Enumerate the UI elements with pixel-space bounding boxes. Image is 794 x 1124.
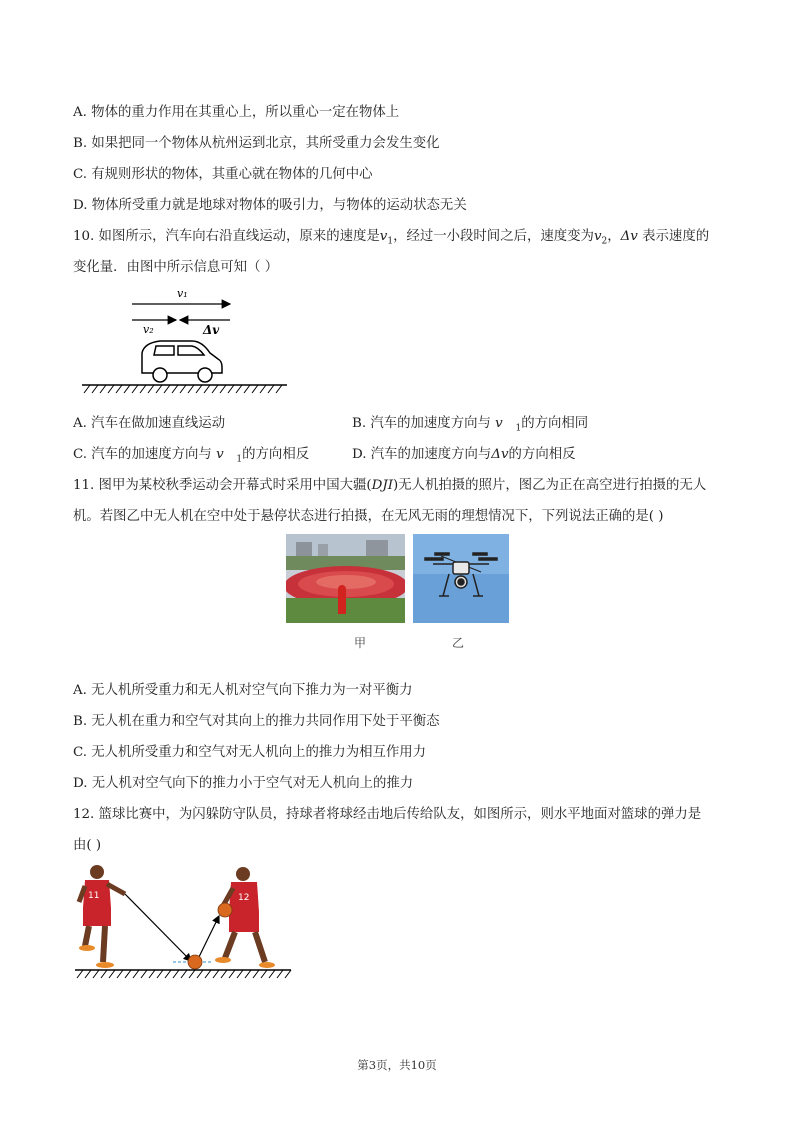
ground-hatch	[84, 385, 282, 393]
q10-option-d: D. 汽车的加速度方向与Δv的方向相反	[352, 447, 576, 462]
q11-option-d: D. 无人机对空气向下的推力小于空气对无人机向上的推力	[73, 776, 414, 791]
q10-option-b: B. 汽车的加速度方向与 v $_1$的方向相同	[352, 416, 589, 434]
q12-stem-line1: 12. 篮球比赛中，为闪躲防守队员，持球者将球经击地后传给队友，如图所示，则水平地面对篮球的弹力是	[73, 807, 702, 822]
q10-stem-line1: 10. 如图所示，汽车向右沿直线运动，原来的速度是$v_1$，经过一小段时间之后，速度变为$v_2$，Δv 表示速度的	[73, 229, 710, 247]
q12-basketball-figure	[73, 862, 295, 982]
v2-label: v₂	[143, 323, 154, 336]
q11-drone-photo	[413, 534, 509, 623]
ball-path-down	[125, 894, 191, 961]
q9-option-a: A. 物体的重力作用在其重心上，所以重心一定在物体上	[73, 105, 400, 120]
q11-caption-right: 乙	[452, 636, 465, 650]
svg-text:12: 12	[238, 893, 250, 903]
q11-stem-line2: 机。若图乙中无人机在空中处于悬停状态进行拍摄，在无风无雨的理想情况下，下列说法正确的是( )	[73, 509, 664, 524]
ball-path-up	[197, 916, 219, 961]
v1-label: v₁	[177, 287, 188, 300]
q11-stem-line1: 11. 图甲为某校秋季运动会开幕式时采用中国大疆(DJI)无人机拍摄的照片，图乙为正在高空进行拍摄的无人	[73, 478, 707, 493]
q11-option-b: B. 无人机在重力和空气对其向上的推力共同作用下处于平衡态	[73, 714, 440, 729]
q10-option-a: A. 汽车在做加速直线运动	[73, 416, 226, 431]
q11-caption-left: 甲	[354, 636, 367, 650]
basketball-icon	[188, 955, 202, 969]
q9-option-d: D. 物体所受重力就是地球对物体的吸引力，与物体的运动状态无关	[73, 198, 467, 213]
dv-label: Δv	[203, 323, 220, 337]
page-footer: 第3页，共10页	[357, 1058, 437, 1072]
q10-stem-line2: 变化量．由图中所示信息可知（ ）	[73, 260, 279, 275]
q11-stadium-photo	[286, 534, 405, 623]
q10-option-c: C. 汽车的加速度方向与 v $_1$的方向相反	[73, 447, 310, 465]
ground-hatch	[77, 970, 291, 978]
q11-option-a: A. 无人机所受重力和无人机对空气向下推力为一对平衡力	[73, 683, 413, 698]
q11-option-c: C. 无人机所受重力和空气对无人机向上的推力为相互作用力	[73, 745, 427, 760]
car-icon	[142, 341, 222, 382]
left-player-icon	[79, 865, 125, 968]
q9-option-b: B. 如果把同一个物体从杭州运到北京，其所受重力会发生变化	[73, 136, 440, 151]
right-player-icon	[215, 867, 275, 968]
q9-option-c: C. 有规则形状的物体，其重心就在物体的几何中心	[73, 167, 373, 182]
q10-car-figure	[80, 283, 290, 398]
q12-stem-line2: 由( )	[73, 838, 102, 853]
svg-text:11: 11	[88, 891, 100, 901]
